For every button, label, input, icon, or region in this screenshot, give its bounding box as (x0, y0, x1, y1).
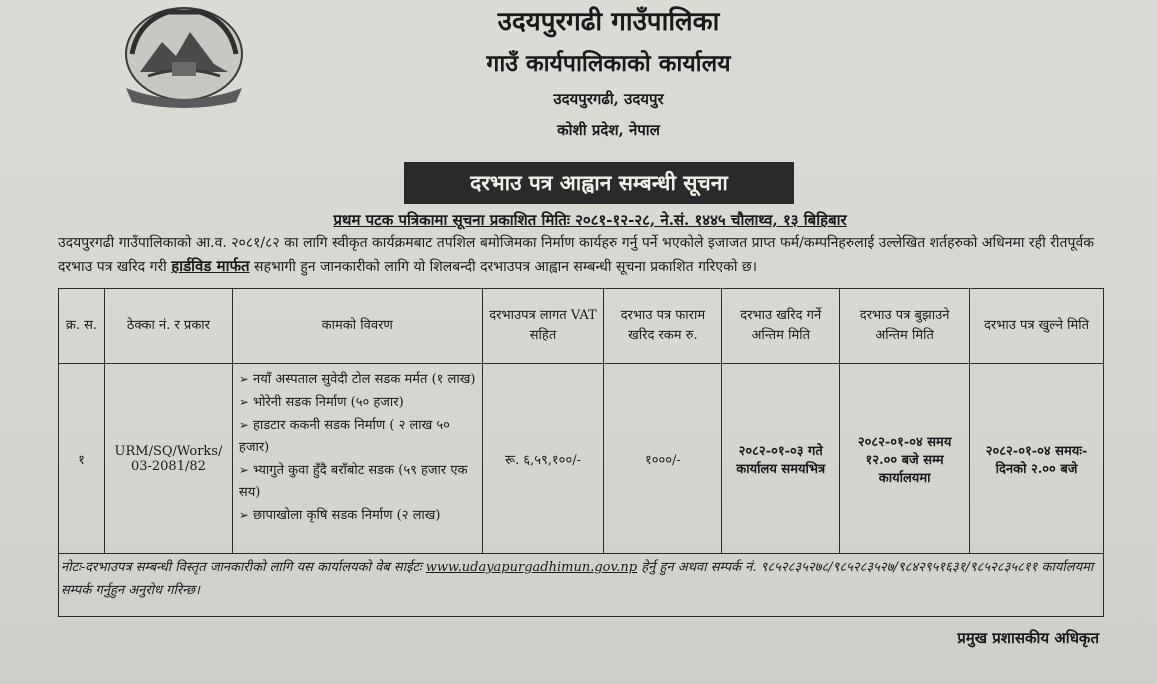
column-header: क्र. स. (59, 289, 105, 364)
intro-text-1: उदयपुरगढी गाउँपालिकाको आ.व. २०८१/८२ का लागि स्वीकृत कार्यक्रमबाट तपशिल बमोजिमका निर्माण कार्यहरु गर्नु पर्ने भएकोले इजाजत प्राप्त फर्म/कम्पनिहरुलाई उल्लेखित शर्तहरुको अधिनमा रही रीतपूर्वक दरभाउ पत्र खरिद गरी (58, 235, 1094, 275)
column-header: दरभाउ पत्र फाराम खरिद रकम रु. (604, 289, 722, 364)
column-header: दरभाउ खरिद गर्ने अन्तिम मिति (722, 289, 840, 364)
table-row (59, 364, 1104, 554)
column-header: दरभाउ पत्र खुल्ने मिति (970, 289, 1104, 364)
notice-title: दरभाउ पत्र आह्वान सम्बन्धी सूचना (404, 162, 794, 204)
intro-highlight: हार्डविड मार्फत (171, 257, 250, 275)
arrow-bullet-icon: ➢ (238, 418, 249, 432)
work-item: ➢ नयाँ अस्पताल सुवेदी टोल सडक मर्मत (१ लाख) (238, 372, 476, 387)
office-address: उदयपुरगढी, उदयपुर (553, 90, 664, 108)
signatory-title: प्रमुख प्रशासकीय अधिकृत (957, 629, 1099, 647)
estimated-cost: रू. ६,५९,१००/- (482, 364, 604, 554)
form-fee: १०००/- (604, 364, 722, 554)
work-item: ➢ हाडटार ककनी सडक निर्माण ( २ लाख ५० हजार) (238, 418, 450, 455)
contract-number: URM/SQ/Works/ 03-2081/82 (104, 364, 232, 554)
work-description (232, 364, 482, 554)
column-header: दरभाउ पत्र बुझाउने अन्तिम मिति (840, 289, 970, 364)
work-item: ➢ भोरेनी सडक निर्माण (५० हजार) (238, 395, 404, 410)
work-item: ➢ छापाखोला कृषि सडक निर्माण (२ लाख) (238, 508, 441, 523)
purchase-deadline: २०८२-०१-०३ गते कार्यालय समयभित्र (722, 364, 840, 554)
note-text-1: नोटः-दरभाउपत्र सम्बन्धी विस्तृत जानकारीको लागि यस कार्यालयको वेब साईटः (61, 560, 422, 575)
publication-date: प्रथम पटक पत्रिकामा सूचना प्रकाशित मितिः २०८१-१२-२८, ने.सं. १४४५ चौलाथ्व, १३ बिहिबार (333, 211, 847, 229)
works-table (58, 288, 1104, 554)
note-text-2: हेर्नु हुन अथवा सम्पर्क नं. ९८५२८३५२७८/९८५२८३५२७/९८४२९५१६३१/९८५२८३५८११ कार्यालयमा सम्पर्क गर्नुहुन अनुरोध गरिन्छ। (61, 560, 1094, 598)
arrow-bullet-icon: ➢ (238, 463, 249, 477)
intro-text-2: सहभागी हुन जानकारीको लागि यो शिलबन्दी दरभाउपत्र आह्वान सम्बन्धी सूचना प्रकाशित गरिएको छ। (254, 259, 758, 275)
work-item: ➢ भ्यागुते कुवा हुँदै बराँबोट सडक (५९ हजार एक सय) (238, 463, 468, 500)
office-name: गाउँ कार्यपालिकाको कार्यालय (486, 50, 731, 77)
intro-paragraph (58, 232, 1118, 279)
arrow-bullet-icon: ➢ (238, 395, 249, 409)
website-link[interactable]: www.udayapurgadhimun.gov.np (425, 560, 638, 575)
opening-date: २०८२-०१-०४ समयः- दिनको २.०० बजे (970, 364, 1104, 554)
column-header: ठेक्का नं. र प्रकार (104, 289, 232, 364)
arrow-bullet-icon: ➢ (238, 508, 249, 522)
column-header: दरभाउपत्र लागत VAT सहित (482, 289, 604, 364)
submission-deadline: २०८२-०१-०४ समय १२.०० बजे सम्म कार्यालयमा (840, 364, 970, 554)
table-header-row (59, 289, 1104, 364)
serial-number: १ (59, 364, 105, 554)
column-header: कामको विवरण (232, 289, 482, 364)
province-country: कोशी प्रदेश, नेपाल (557, 121, 660, 139)
arrow-bullet-icon: ➢ (238, 372, 249, 386)
note-box (58, 554, 1104, 617)
municipality-name: उदयपुरगढी गाउँपालिका (497, 7, 720, 37)
